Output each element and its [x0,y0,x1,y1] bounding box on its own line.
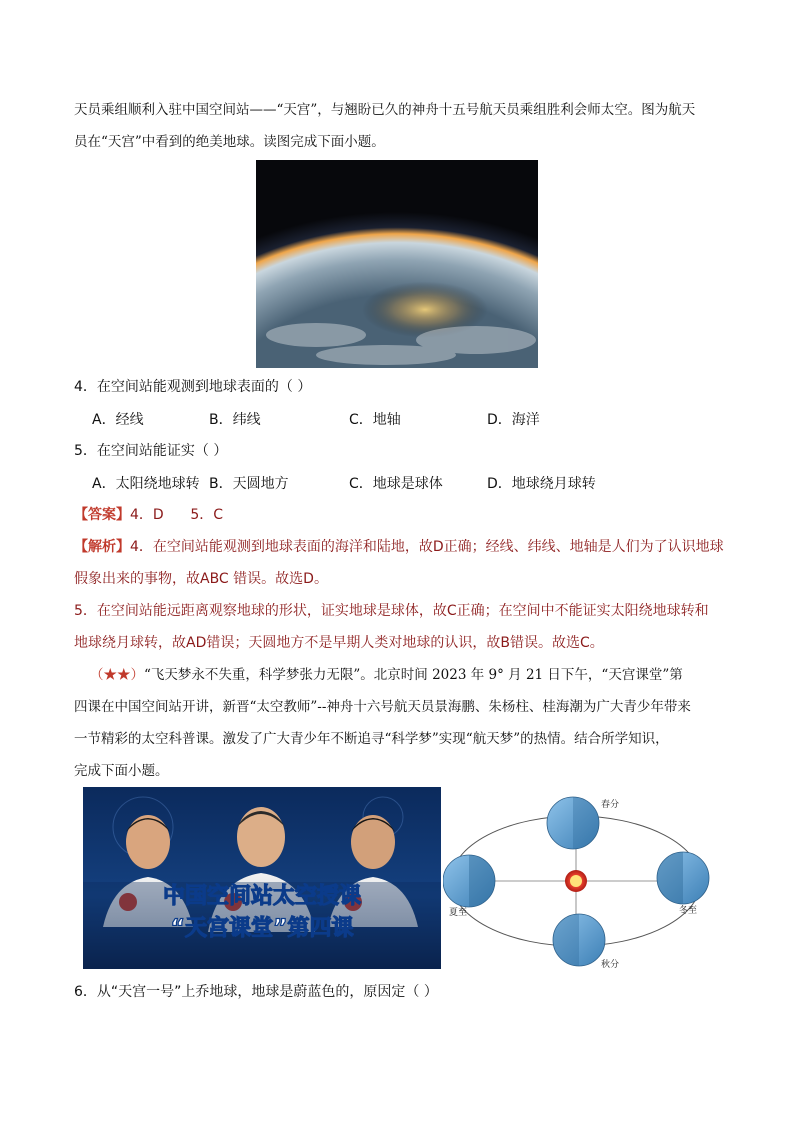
answer-tag: 【答案】 [74,507,130,523]
analysis-line-1 [74,537,724,557]
earth-from-space-photo [256,160,538,368]
earth-autumn-icon [553,914,605,966]
q5-option-a: A．太阳绕地球转 [92,476,200,492]
label-spring: 春分 [601,800,620,810]
q5-option-c: C．地球是球体 [349,476,443,492]
label-autumn: 秋分 [601,960,620,970]
passage-line-3: 一节精彩的太空科普课。激发了广大青少年不断追寻“科学梦”实现“航天梦”的热情。结合所学知识， [74,731,669,747]
banner-title: 中国空间站太空授课 [162,884,362,909]
earth-orbit-diagram [443,793,723,973]
intro-line-2: 员在“天宫”中看到的绝美地球。读图完成下面小题。 [74,134,385,150]
analysis-text-1: 4．在空间站能观测到地球表面的海洋和陆地，故D正确；经线、纬线、地轴是人们为了认识地球 [130,539,724,555]
label-summer: 夏至 [449,908,468,918]
answer-text: 4．D 5．C [130,507,224,523]
label-winter: 冬至 [679,906,698,916]
earth-summer-icon [443,855,495,907]
earth-winter-icon [657,852,709,904]
q4-option-b: B．纬线 [209,412,261,428]
analysis-tag: 【解析】 [74,539,130,555]
question-6-stem: 6．从“天宫一号”上乔地球，地球是蔚蓝色的，原因定（ ） [74,984,438,1000]
space-class-banner-photo [83,787,441,969]
q4-option-d: D．海洋 [487,412,540,428]
analysis-line-3: 5．在空间站能远距离观察地球的形状，证实地球是球体，故C正确；在空间中不能证实太阳绕地球转和 [74,603,709,619]
question-4-stem: 4．在空间站能观测到地球表面的（ ） [74,379,312,395]
answer-line [74,505,223,525]
banner-subtitle: “天宫课堂”第四课 [170,916,354,941]
analysis-line-4: 地球绕月球转，故AD错误；天圆地方不是早期人类对地球的认识，故B错误。故选C。 [74,635,604,651]
difficulty-stars: （★★） [90,667,144,683]
analysis-line-2: 假象出来的事物，故ABC 错误。故选D。 [74,571,328,587]
question-5-stem: 5．在空间站能证实（ ） [74,443,228,459]
passage-line-2: 四课在中国空间站开讲，新晋“太空教师”--神舟十六号航天员景海鹏、朱杨柱、桂海潮为广大青少年带来 [74,699,691,715]
q4-option-c: C．地轴 [349,412,401,428]
earth-spring-icon [547,797,599,849]
q5-option-b: B．天圆地方 [209,476,289,492]
q5-option-d: D．地球绕月球转 [487,476,596,492]
q4-option-a: A．经线 [92,412,144,428]
passage-line-1 [90,665,683,685]
intro-line-1: 天员乘组顺利入驻中国空间站——“天宫”，与翘盼已久的神舟十五号航天员乘组胜利会师太空。图为航天 [74,102,696,118]
passage-line-4: 完成下面小题。 [74,763,169,779]
passage-text-1: “飞天梦永不失重，科学梦张力无限”。北京时间 2023 年 9° 月 21 日下午，“天宫课堂”第 [144,667,683,683]
